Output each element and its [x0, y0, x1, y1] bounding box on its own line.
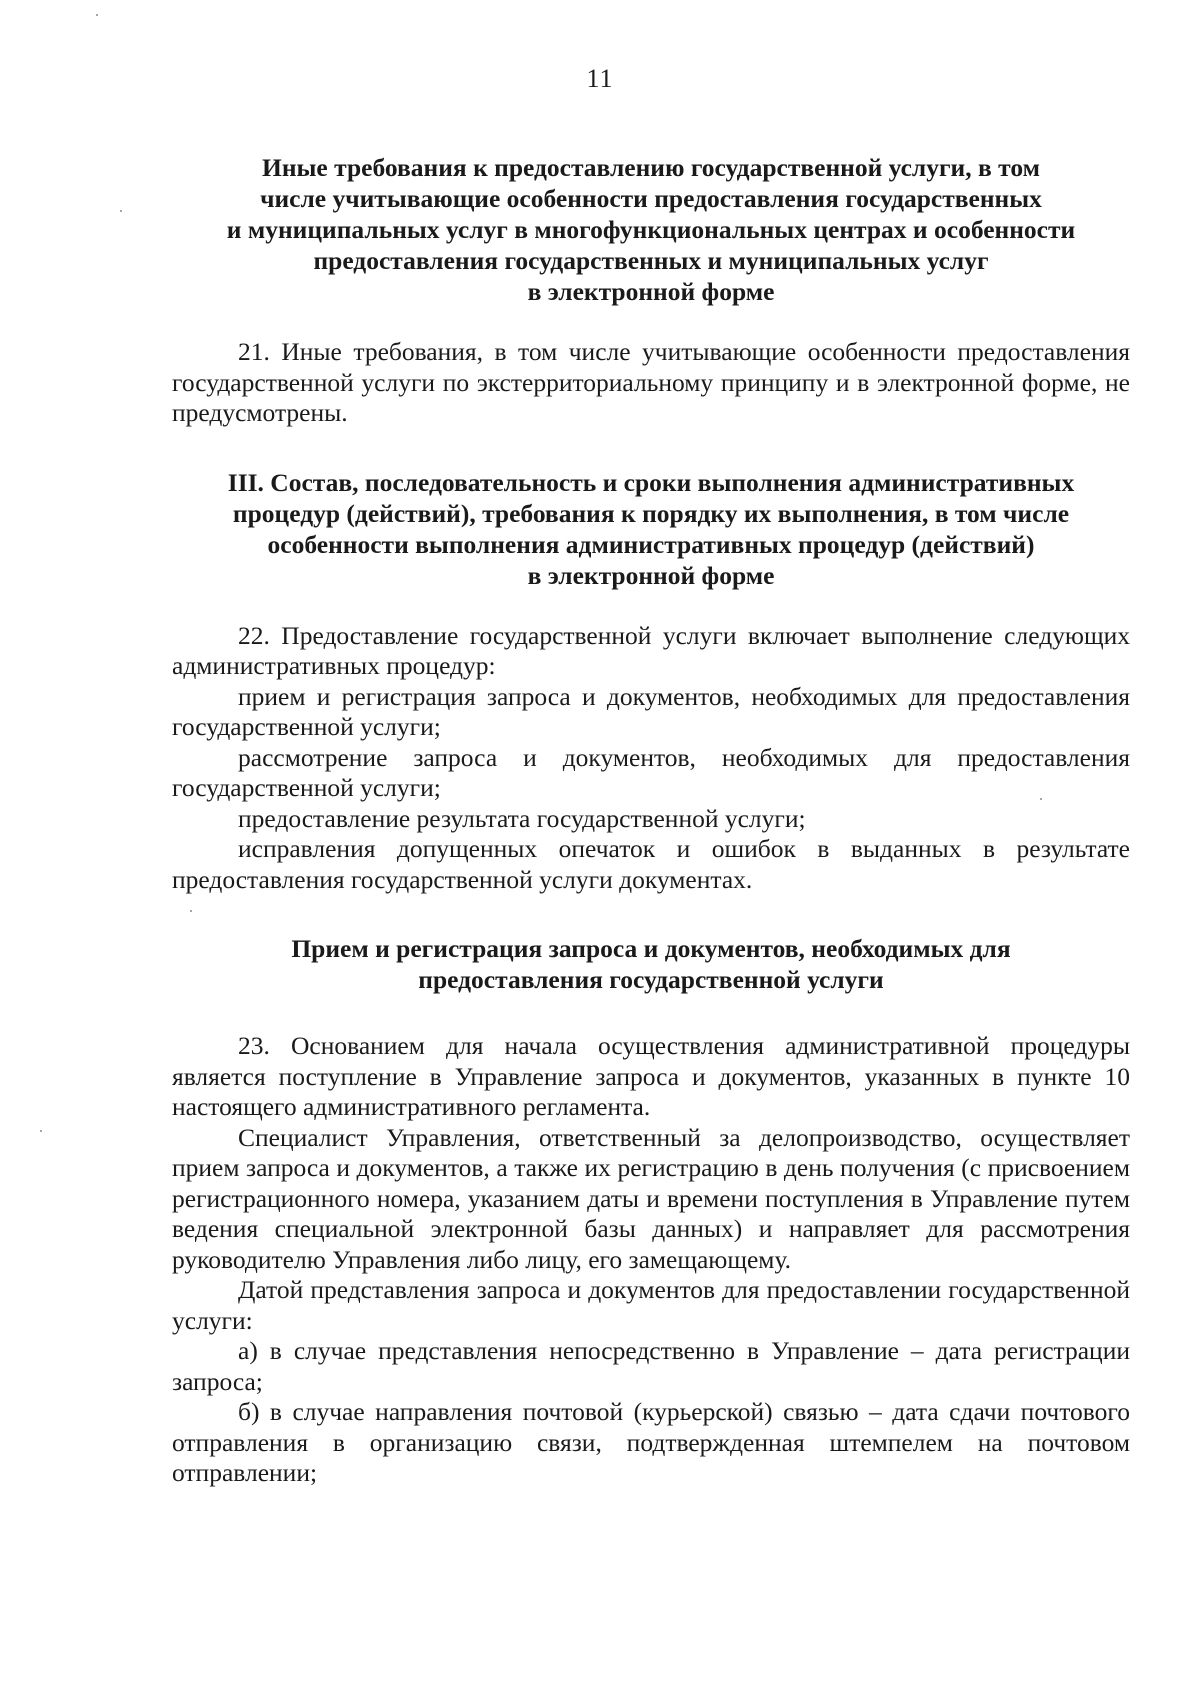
scan-speck [190, 910, 192, 912]
heading-line: числе учитывающие особенности предоставления государственных [260, 184, 1042, 213]
list-item: прием и регистрация запроса и документов, необходимых для предоставления государственной услуги; [172, 681, 1130, 741]
list-item: рассмотрение запроса и документов, необходимых для предоставления государственной услуги; [172, 742, 1130, 802]
heading-line: предоставления государственных и муниципальных услуг [313, 246, 989, 275]
heading-line: особенности выполнения административных процедур (действий) [267, 529, 1035, 559]
paragraph-21: 21. Иные требования, в том числе учитывающие особенности предоставления государственной услуги по экстерриториальному принципу и в электронной форме, не предусмотрены. [172, 337, 1130, 427]
heading-line: предоставления государственной услуги [418, 965, 884, 994]
document-body [172, 152, 1130, 1489]
scan-speck [120, 210, 122, 212]
heading-line: III. Состав, последовательность и сроки выполнения административных [227, 467, 1075, 497]
paragraph-22: 22. Предоставление государственной услуги включает выполнение следующих административных процедур: [172, 620, 1130, 680]
scan-speck [96, 14, 98, 16]
paragraph-23-b: б) в случае направления почтовой (курьерской) связью – дата сдачи почтового отправления в организацию связи, подтвержденная штемпелем на почтовом отправлении; [172, 1397, 1130, 1487]
heading-line: Иные требования к предоставлению государственной услуги, в том [262, 153, 1040, 182]
list-item: предоставление результата государственной услуги; [238, 803, 806, 833]
paragraph-23-a: а) в случае представления непосредственно в Управление – дата регистрации запроса; [172, 1336, 1130, 1396]
section-heading-iii [172, 467, 1130, 591]
paragraph-23-specialist: Специалист Управления, ответственный за делопроизводство, осуществляет прием запроса и документов, а также их регистрацию в день получения (с присвоением регистрационного номера, указанием даты и времени поступления в Управление путем ведения специальной электронной базы данных) и направляет для рассмотрения руководителю Управления либо лицу, его замещающему. [172, 1122, 1130, 1274]
scan-speck [1040, 798, 1042, 800]
section-heading-reception [172, 933, 1130, 995]
heading-line: процедур (действий), требования к порядку их выполнения, в том числе [232, 498, 1070, 528]
paragraph-23-date: Датой представления запроса и документов для предоставлении государственной услуги: [172, 1275, 1130, 1335]
heading-line: и муниципальных услуг в многофункциональных центрах и особенности [226, 215, 1076, 244]
section-heading-other-requirements [172, 152, 1130, 307]
list-item: исправления допущенных опечаток и ошибок в выданных в результате предоставления государственной услуги документах. [172, 834, 1130, 894]
heading-line: в электронной форме [527, 560, 775, 590]
page-number: 11 [586, 64, 614, 93]
scan-speck [40, 1130, 42, 1132]
heading-line: Прием и регистрация запроса и документов, необходимых для [291, 934, 1011, 963]
heading-line: в электронной форме [527, 277, 775, 306]
paragraph-23: 23. Основанием для начала осуществления административной процедуры является поступление в Управление запроса и документов, указанных в пункте 10 настоящего административного регламента. [172, 1031, 1130, 1121]
